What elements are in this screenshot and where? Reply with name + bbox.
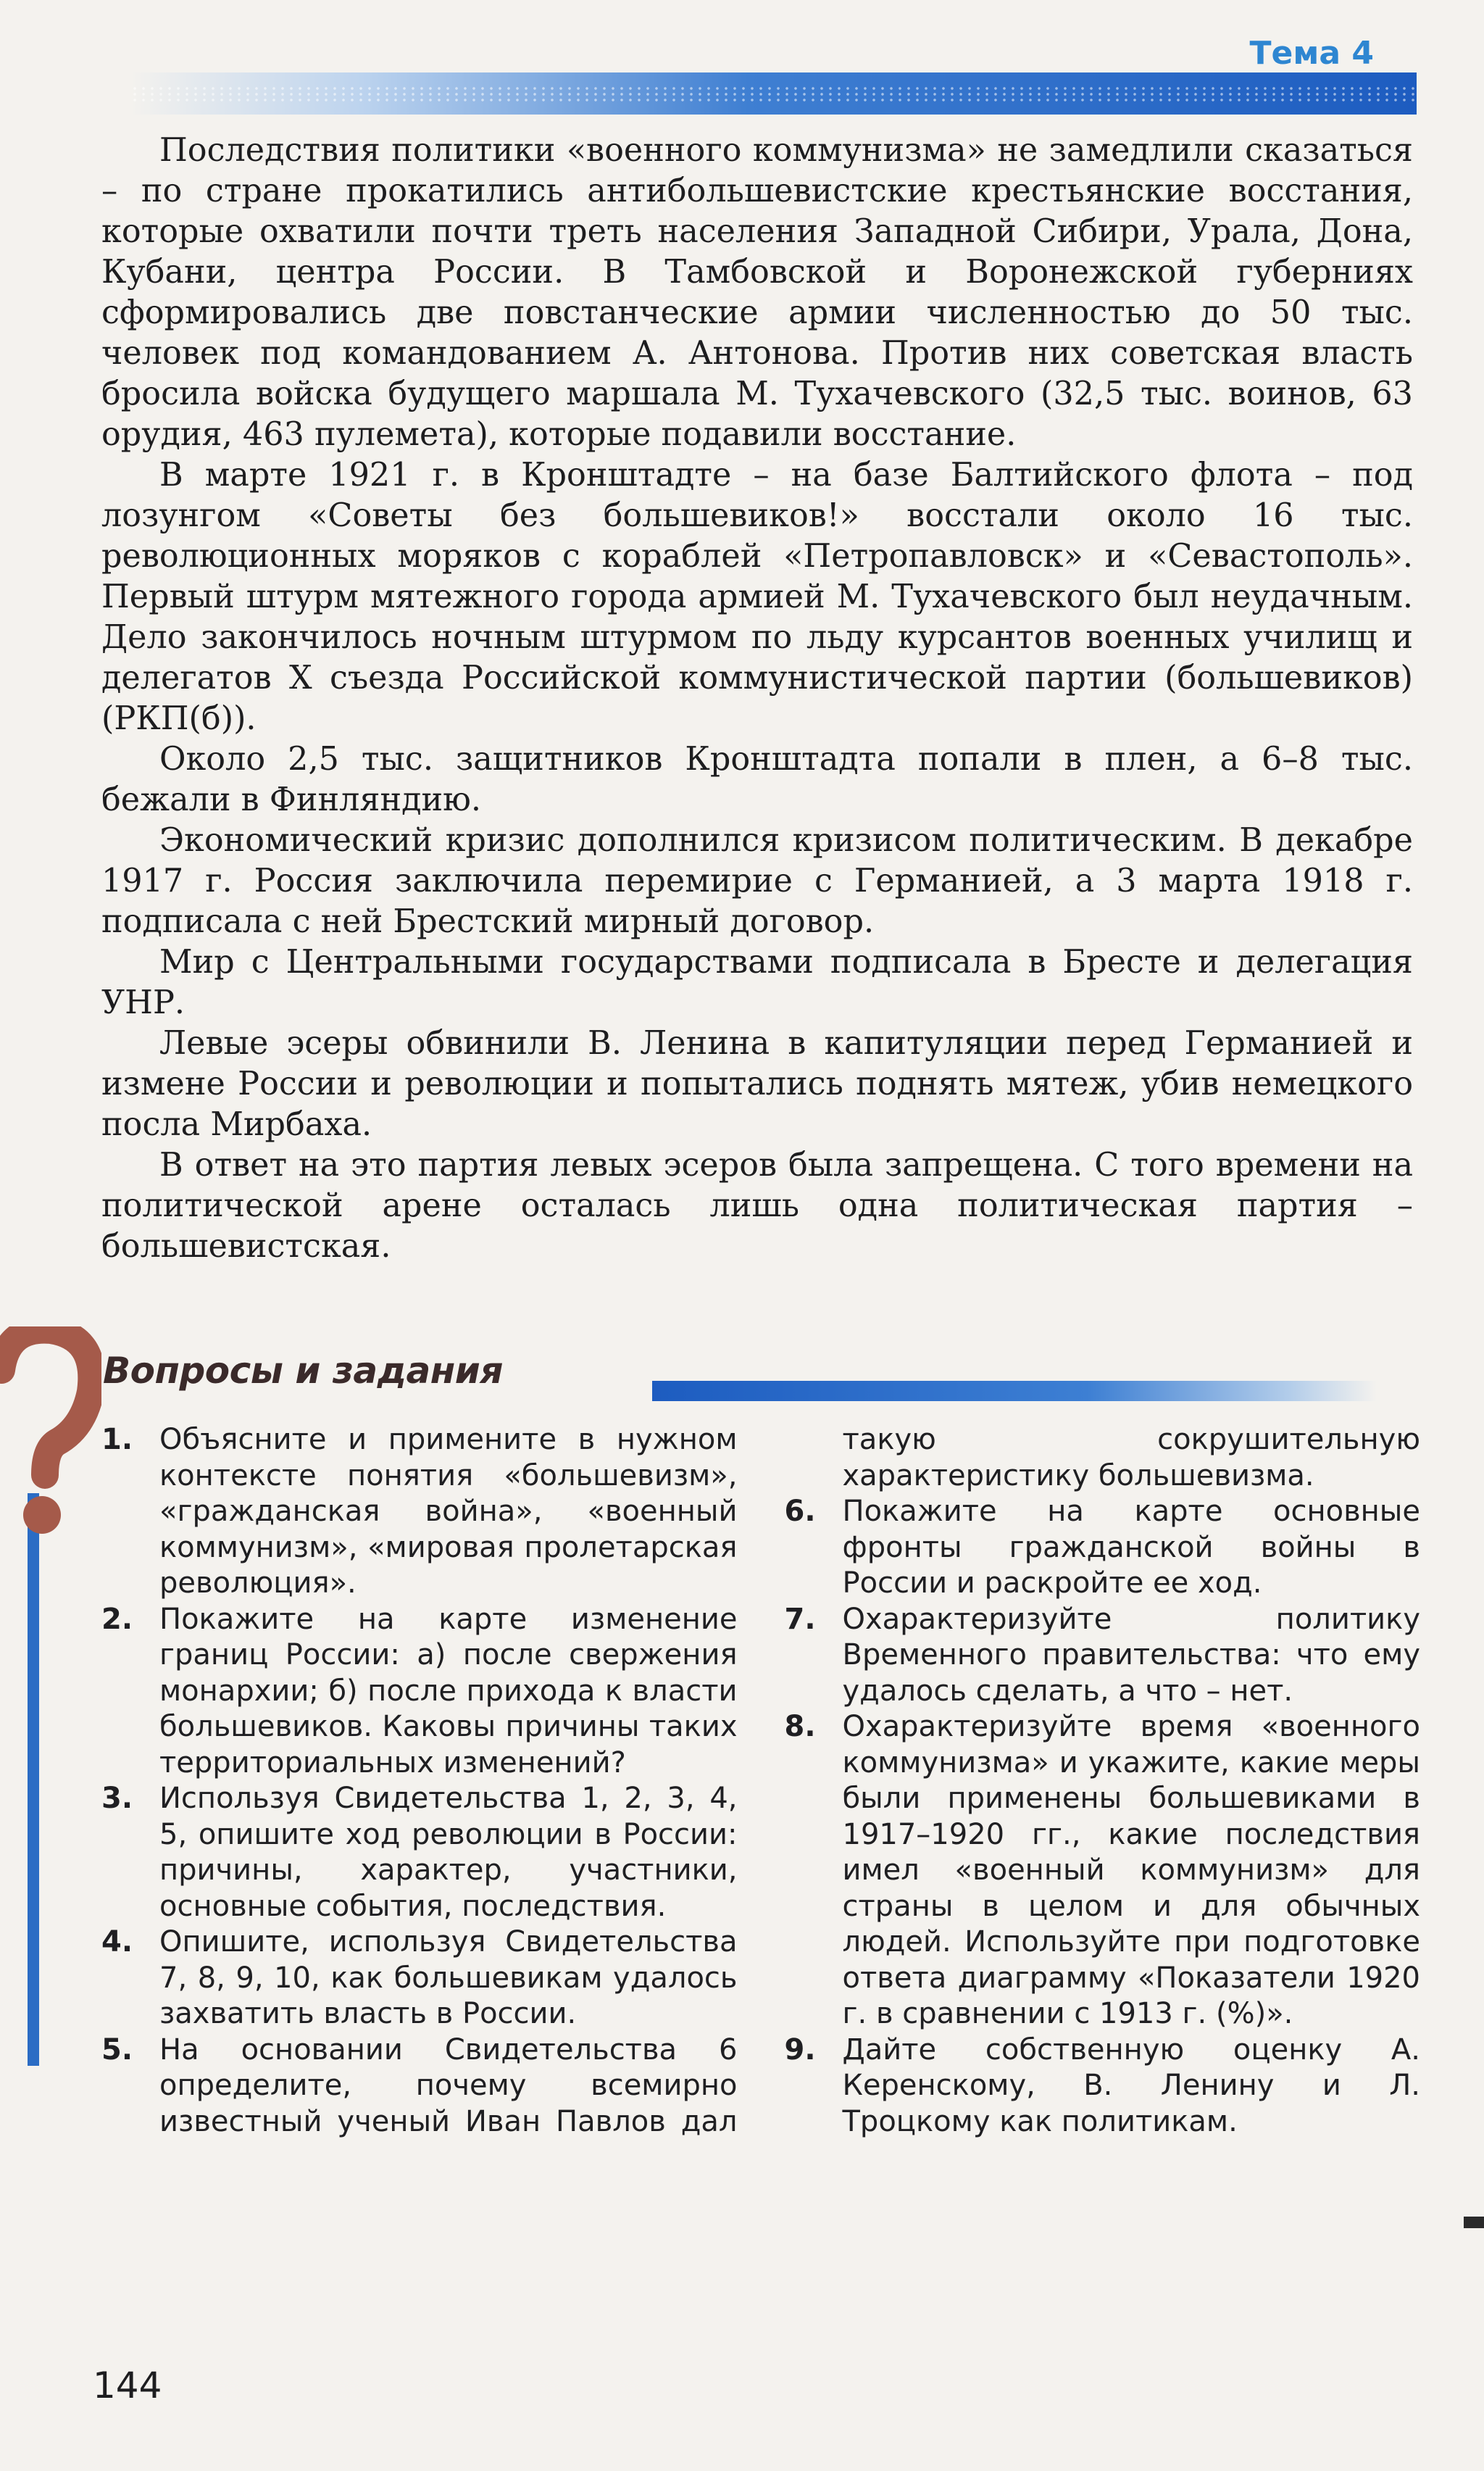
question-item bbox=[785, 1602, 1421, 1710]
paragraph-2: В марте 1921 г. в Кронштадте – на базе Балтийского флота – под лозунгом «Советы без большевиков!» восстали около 16 тыс. революционных моряков с кораблей «Петропавловск» и «Севастополь». Первый штурм мятежного города армией М. Тухачевского был неудачным. Дело закончилось ночным штурмом по льду курсантов военных училищ и делегатов X съезда Российской коммунистической партии (большевиков) (РКП(б)). bbox=[101, 457, 1413, 737]
question-number: 5. bbox=[101, 2032, 133, 2067]
question-item bbox=[101, 1422, 738, 1602]
question-text: Покажите на карте изменение границ России: а) после свержения монархии; б) после прихода к власти большевиков. Каковы причины таких территориальных изменений? bbox=[159, 1602, 738, 1779]
question-number: 8. bbox=[784, 1710, 816, 1743]
question-number: 9. bbox=[784, 2032, 816, 2067]
paragraph-1: Последствия политики «военного коммунизма» не замедлили сказаться – по стране прокатились антибольшевистские крестьянские восстания, которые охватили почти треть населения Западной Сибири, Урала, Дона, Кубани, центра России. В Тамбовской и Воронежской губерниях сформировались две повстанческие армии численностью до 50 тыс. человек под командованием А. Антонова. Против них советская власть бросила войска будущего маршала М. Тухачевского (32,5 тыс. воинов, 63 орудия, 463 пулемета), которые подавили восстание. bbox=[101, 132, 1413, 453]
main-text bbox=[101, 130, 1413, 1267]
header-decorative-bar bbox=[130, 72, 1417, 115]
question-number: 6. bbox=[784, 1495, 816, 1528]
question-item bbox=[101, 1781, 738, 1924]
question-text: На основании Свидетельства 6 определите, почему всемирно известный ученый Иван Павлов дал такую сокрушительную характеристику большевизма. bbox=[159, 1423, 1420, 2138]
heading-decorative-bar bbox=[652, 1381, 1377, 1401]
question-number: 3. bbox=[101, 1782, 133, 1815]
question-item bbox=[785, 1494, 1421, 1602]
page-number: 144 bbox=[93, 2364, 162, 2406]
paragraph-3: Около 2,5 тыс. защитников Кронштадта попали в плен, а 6–8 тыс. бежали в Финляндию. bbox=[101, 741, 1413, 818]
paragraph-5: Мир с Центральными государствами подписала в Бресте и делегация УНР. bbox=[101, 944, 1413, 1021]
question-number: 4. bbox=[101, 1925, 133, 1959]
page-edge-mark bbox=[1464, 2217, 1484, 2228]
questions-list bbox=[101, 1422, 1420, 2227]
question-item bbox=[785, 1709, 1421, 2032]
paragraph-7: В ответ на это партия левых эсеров была запрещена. С того времени на политической арене осталась лишь одна политическая партия – большевистская. bbox=[101, 1147, 1413, 1265]
question-item bbox=[101, 1924, 738, 2032]
questions-heading: Вопросы и задания bbox=[103, 1350, 503, 1392]
question-number: 2. bbox=[101, 1602, 133, 1636]
question-text: Опишите, используя Свидетельства 7, 8, 9, 10, как большевикам удалось захватить власть в России. bbox=[159, 1925, 738, 2030]
question-text: Используя Свидетельства 1, 2, 3, 4, 5, опишите ход революции в России: причины, характер, участники, основные события, последствия. bbox=[159, 1782, 738, 1923]
question-text: Охарактеризуйте время «военного коммунизма» и укажите, какие меры были применены большевиками в 1917–1920 гг., какие последствия имел «военный коммунизм» для страны в целом и для обычных людей. Используйте при подготовке ответа диаграмму «Показатели 1920 г. в сравнении с 1913 г. (%)». bbox=[842, 1710, 1420, 2030]
question-text: Дайте собственную оценку А. Керенскому, В. Ленину и Л. Троцкому как политикам. bbox=[842, 2032, 1420, 2138]
question-item bbox=[785, 2032, 1421, 2140]
question-text: Покажите на карте основные фронты гражданской войны в России и раскройте ее ход. bbox=[842, 1495, 1420, 1600]
question-text: Объясните и примените в нужном контексте понятия «большевизм», «гражданская война», «военный коммунизм», «мировая пролетарская революция». bbox=[159, 1423, 738, 1600]
question-mark-icon bbox=[0, 1326, 101, 2066]
question-number: 1. bbox=[101, 1423, 133, 1456]
paragraph-6: Левые эсеры обвинили В. Ленина в капитуляции перед Германией и измене России и революции и попытались поднять мятеж, убив немецкого посла Мирбаха. bbox=[101, 1025, 1413, 1143]
paragraph-4: Экономический кризис дополнился кризисом политическим. В декабре 1917 г. Россия заключила перемирие с Германией, а 3 марта 1918 г. подписала с ней Брестский мирный договор. bbox=[101, 822, 1413, 940]
question-item bbox=[101, 1602, 738, 1782]
question-text: Охарактеризуйте политику Временного правительства: что ему удалось сделать, а что – нет. bbox=[842, 1602, 1420, 1708]
question-number: 7. bbox=[784, 1602, 816, 1636]
theme-label: Тема 4 bbox=[1249, 35, 1374, 72]
